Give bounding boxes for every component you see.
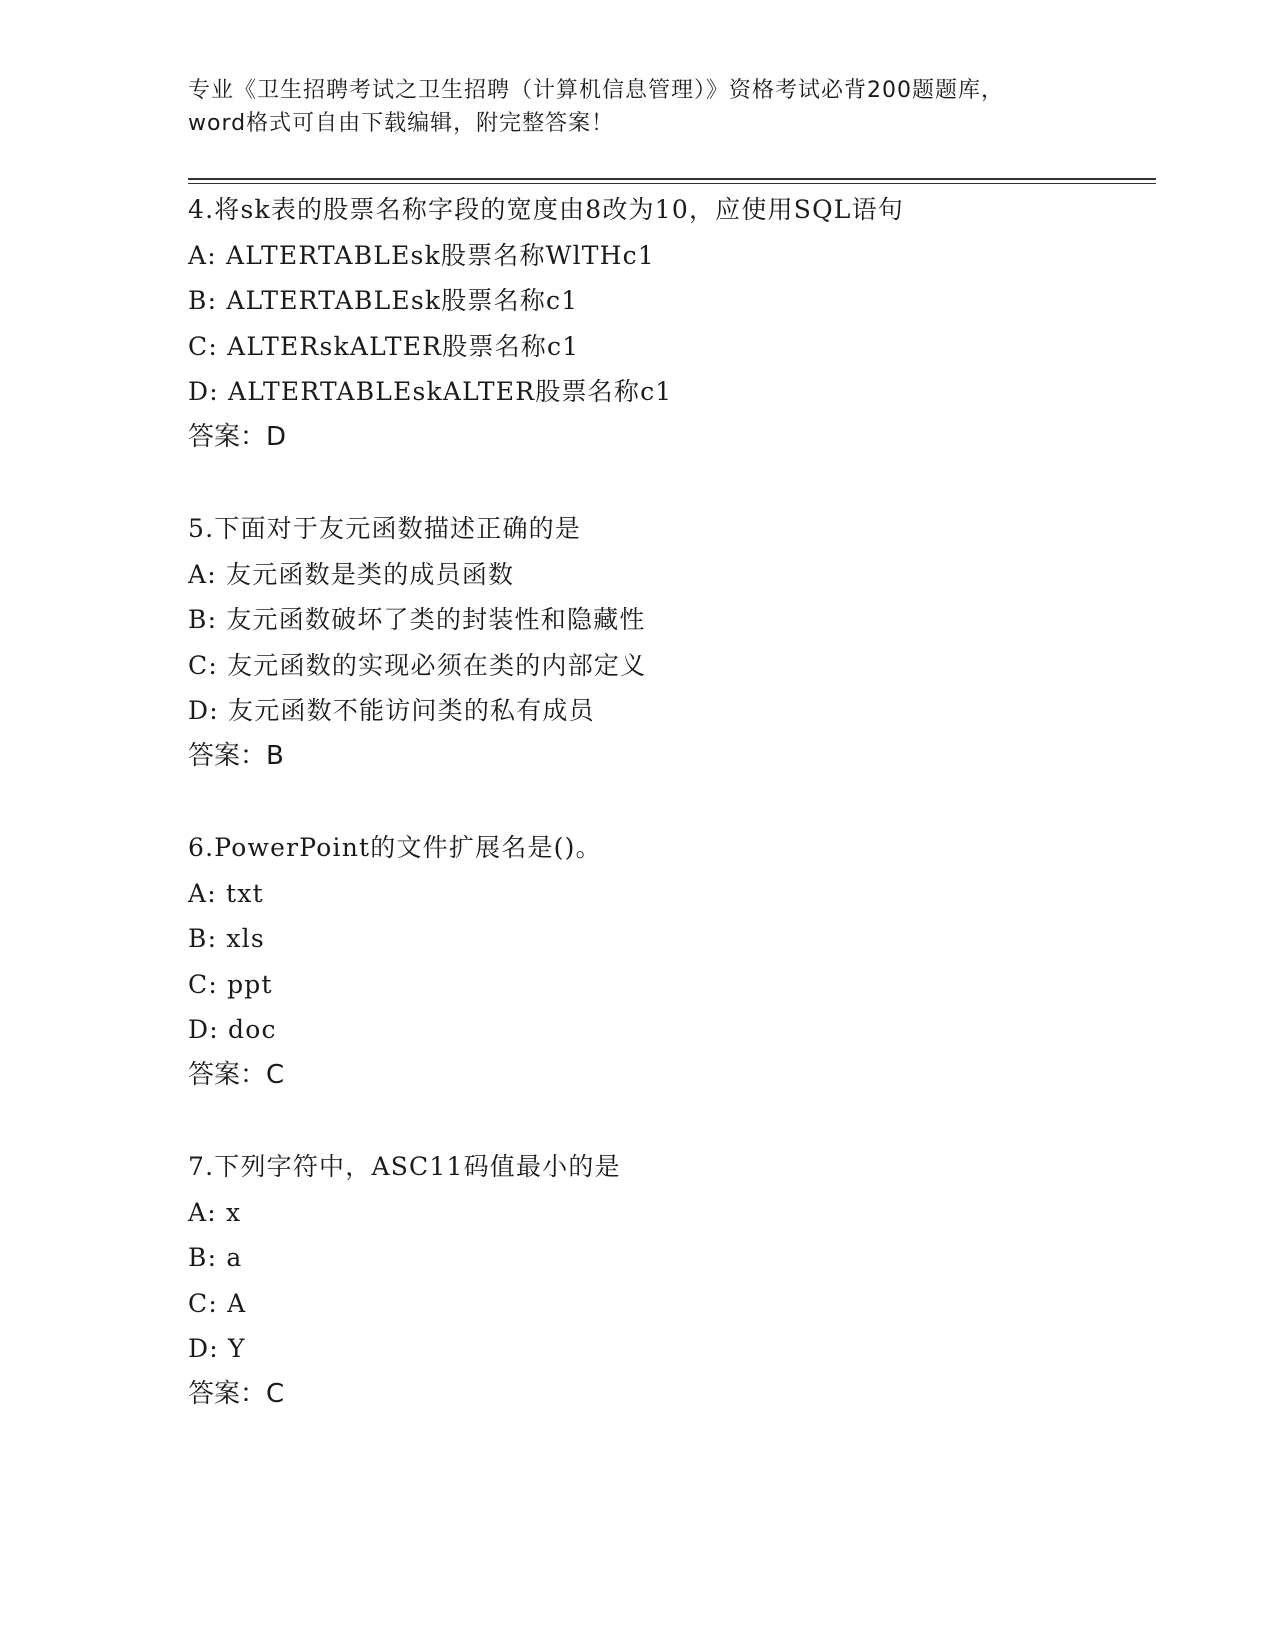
question-stem: 6.PowerPoint的文件扩展名是()。	[188, 833, 602, 862]
option-b: B: ALTERTABLEsk股票名称c1	[188, 286, 579, 315]
question-block	[188, 187, 1088, 460]
option-b: B: xls	[188, 924, 265, 953]
option-a: A: txt	[188, 878, 264, 908]
question-block	[188, 1144, 1088, 1417]
option-d: D: 友元函数不能访问类的私有成员	[188, 696, 595, 725]
answer: 答案：C	[188, 1378, 285, 1409]
option-c: C: 友元函数的实现必须在类的内部定义	[188, 650, 647, 680]
header-line-1: 专业《卫生招聘考试之卫生招聘（计算机信息管理）》资格考试必背200题题库，	[188, 78, 1004, 103]
option-a: A: 友元函数是类的成员函数	[188, 559, 515, 589]
header-rule-thick	[188, 178, 1156, 180]
question-block	[188, 825, 1088, 1098]
answer: 答案：D	[188, 421, 287, 452]
option-d: D: doc	[188, 1015, 277, 1044]
question-stem: 4.将sk表的股票名称字段的宽度由8改为10，应使用SQL语句	[188, 195, 904, 224]
header-line-2: word格式可自由下载编辑，附完整答案！	[188, 111, 615, 136]
answer: 答案：C	[188, 1059, 285, 1090]
option-c: C: ALTERskALTER股票名称c1	[188, 331, 580, 361]
answer: 答案：B	[188, 740, 284, 771]
question-stem: 5.下面对于友元函数描述正确的是	[188, 514, 582, 543]
option-c: C: A	[188, 1288, 247, 1318]
question-block	[188, 506, 1088, 779]
option-d: D: ALTERTABLEskALTER股票名称c1	[188, 377, 673, 406]
option-b: B: a	[188, 1243, 243, 1272]
option-a: A: ALTERTABLEsk股票名称WlTHc1	[188, 240, 655, 270]
option-a: A: x	[188, 1197, 242, 1227]
question-stem: 7.下列字符中，ASC11码值最小的是	[188, 1152, 621, 1181]
option-d: D: Y	[188, 1334, 246, 1363]
header-rule-thin	[188, 183, 1156, 184]
option-b: B: 友元函数破坏了类的封装性和隐藏性	[188, 605, 646, 634]
option-c: C: ppt	[188, 969, 273, 999]
document-header	[188, 74, 1088, 140]
